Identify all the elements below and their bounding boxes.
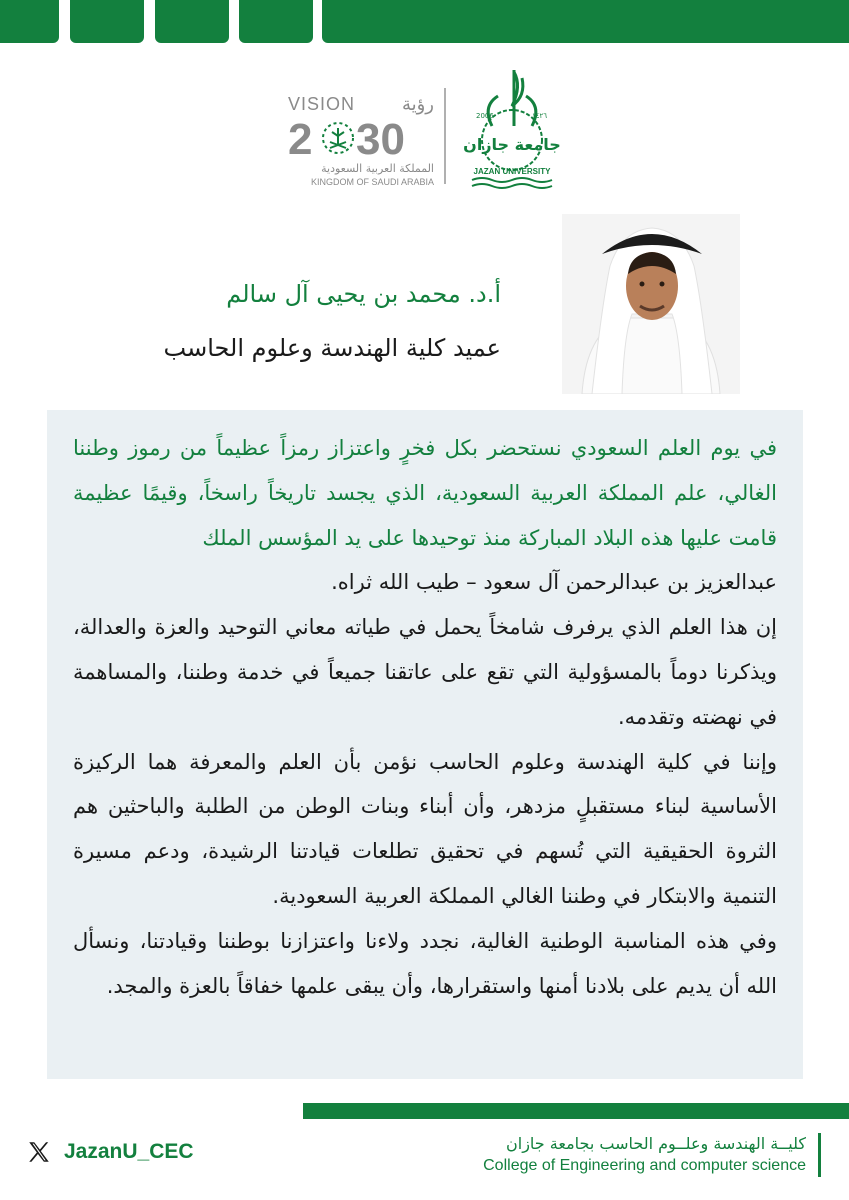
jazan-university-logo bbox=[462, 66, 562, 194]
letter-paragraph-college: وإننا في كلية الهندسة وعلوم الحاسب نؤمن بأن العلم والمعرفة هما الركيزة الأساسية لبناء مستقبلٍ مزدهر، وأن أبناء وبنات الوطن من الطلبة والباحثين هم الثروة الحقيقية التي تُسهم في تحقيق تطلعات قيادتنا الرشيدة، ودعم مسيرة التنمية والابتكار في وطننا الغالي المملكة العربية السعودية. bbox=[73, 749, 777, 908]
year-digits-30: 30 bbox=[356, 115, 405, 164]
top-decorative-bars bbox=[0, 0, 849, 43]
top-bar-segment bbox=[155, 0, 229, 43]
jazan-year-left: 2006 bbox=[476, 112, 494, 120]
college-name-en: College of Engineering and computer science bbox=[483, 1157, 806, 1174]
dean-portrait bbox=[562, 214, 740, 394]
dean-name: أ.د. محمد بن يحيى آل سالم bbox=[226, 280, 501, 308]
jazan-name-ar: جامعة جازان bbox=[463, 135, 561, 154]
social-account[interactable] bbox=[26, 1136, 194, 1168]
year-digit-2: 2 bbox=[288, 115, 313, 164]
college-text bbox=[483, 1133, 806, 1177]
college-signature bbox=[483, 1130, 821, 1180]
jazan-year-right: ١٤٢٦ bbox=[532, 112, 548, 120]
vision-2030-logo bbox=[286, 92, 436, 188]
letter-paragraph-flag-meaning: إن هذا العلم الذي يرفرف شامخاً يحمل في طياته معاني التوحيد والعزة والعدالة، ويذكرنا دوماً بالمسؤولية التي تقع على عاتقنا جميعاً في خدمة وطننا، والمساهمة في نهضته وتقدمه. bbox=[73, 615, 777, 729]
college-accent-bar bbox=[818, 1133, 821, 1177]
vision-ar-text: رؤية bbox=[401, 94, 434, 115]
kingdom-ar-text: المملكة العربية السعودية bbox=[321, 162, 434, 175]
kingdom-en-text: KINGDOM OF SAUDI ARABIA bbox=[310, 177, 434, 187]
palm-swords-emblem bbox=[323, 123, 353, 153]
top-bar-segment bbox=[322, 0, 849, 43]
x-logo-icon bbox=[26, 1139, 52, 1165]
letter-paragraph-intro: في يوم العلم السعودي نستحضر بكل فخرٍ واعتزاز رمزاً عظيماً من رموز وطننا الغالي، علم المملكة العربية السعودية، الذي يجسد تاريخاً راسخاً، وقيمًا عظيمة قامت عليها هذه البلاد المباركة منذ توحيدها على يد المؤسس الملك bbox=[73, 436, 777, 550]
letter-panel bbox=[47, 410, 803, 1079]
logos-header bbox=[280, 66, 570, 196]
letter-paragraph-closing: وفي هذه المناسبة الوطنية الغالية، نجدد ولاءنا واعتزازنا بوطننا وقيادتنا، ونسأل الله أن يديم على بلادنا أمنها واستقرارها، وأن يبقى علمها خفاقاً بالعزة والمجد. bbox=[73, 928, 777, 998]
letter-paragraph-founder: عبدالعزيز بن عبدالرحمن آل سعود – طيب الله ثراه. bbox=[331, 570, 777, 595]
social-handle[interactable]: JazanU_CEC bbox=[64, 1140, 194, 1163]
jazan-name-en: JAZAN UNIVERSITY bbox=[473, 167, 551, 176]
dean-title: عميد كلية الهندسة وعلوم الحاسب bbox=[163, 334, 501, 362]
bottom-decorative-bar bbox=[303, 1103, 849, 1119]
top-bar-segment bbox=[70, 0, 144, 43]
logo-divider bbox=[444, 88, 446, 184]
college-name-ar: كليــة الهندسة وعلــوم الحاسب بجامعة جازان bbox=[506, 1134, 806, 1153]
vision-en-text: VISION bbox=[288, 94, 356, 114]
top-bar-segment bbox=[239, 0, 313, 43]
top-bar-segment bbox=[0, 0, 59, 43]
